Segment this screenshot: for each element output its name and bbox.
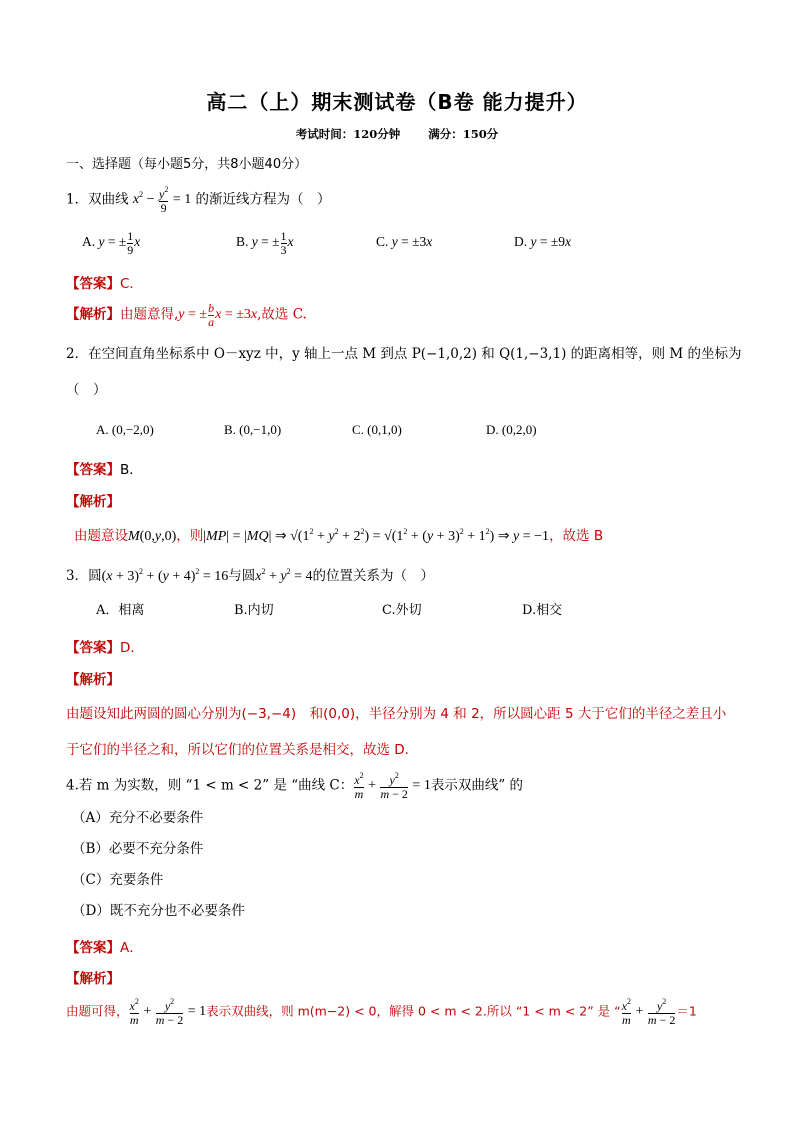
- q4-answer: 【答案】A．: [66, 940, 143, 956]
- q1-option-b[interactable]: B. y = ± $\frac{1}{3}$ x: [236, 229, 294, 257]
- q3-option-d[interactable]: D.相交: [522, 603, 563, 618]
- q1-analysis: 【解析】由题意得,y = ± $\frac{b}{a}$ x = ±3x,故选 C.: [66, 301, 307, 329]
- exam-time: 考试时间：120分钟: [295, 127, 401, 141]
- exam-score: 满分：150分: [428, 127, 499, 141]
- q2-analysis: 由题意设M(0,y,0)，则|MP| = |MQ| ⇒ $√(1^2 + y^2 + 2^2) = √(1^2 + (y + 3)^2 + 1^2)$ ⇒ y = −1，故选 B: [74, 527, 604, 544]
- q1-option-c[interactable]: C. y = ±3x: [376, 234, 433, 249]
- q3-answer: 【答案】D．: [66, 640, 144, 656]
- section-heading: 一、选择题（每小题5分，共8小题40分）: [66, 157, 308, 172]
- q2-option-a[interactable]: A. (0,−2,0): [96, 422, 154, 437]
- q2-option-d[interactable]: D. (0,2,0): [486, 422, 537, 437]
- q4-analysis: 由题可得， $\frac{x^2}{m}$ + $\frac{y^2}{m - 2}$ = 1表示双曲线，则 m(m−2) < 0，解得 0 < m < 2.所以 “1 < m < 2” 是 “ $\frac{x^2}{m}$ + $\frac{y^2}{m - 2}$ ＝1: [66, 997, 697, 1027]
- exam-info: [0, 126, 794, 142]
- q1-equation: $x^2$ − $\frac{y^2}{9}$ = 1: [132, 185, 192, 215]
- q2-option-b[interactable]: B. (0,−1,0): [224, 422, 282, 437]
- q3-analysis-line2: 于它们的半径之和，所以它们的位置关系是相交，故选 D.: [66, 742, 409, 758]
- q4-option-b[interactable]: （B）必要不充分条件: [72, 841, 204, 857]
- q4-option-c[interactable]: （C）充要条件: [72, 872, 164, 888]
- q2-answer: 【答案】B．: [66, 462, 143, 478]
- page-title: 高二（上）期末测试卷（B卷 能力提升）: [206, 90, 588, 114]
- q3-analysis-line1: 由题设知此两圆的圆心分别为(−3,−4) 和(0,0)，半径分别为 4 和 2，所以圆心距 5 大于它们的半径之差且小: [66, 706, 727, 722]
- q4-option-d[interactable]: （D）既不充分也不必要条件: [72, 903, 245, 919]
- q3-stem: 3．圆$(x + 3)^2 + (y + 4)^2 = 16$与圆$x^2 + y^2 = 4$的位置关系为（ ）: [66, 567, 435, 584]
- q3-option-c[interactable]: C.外切: [382, 603, 422, 618]
- q3-option-b[interactable]: B.内切: [234, 603, 274, 618]
- q2-stem: 2．在空间直角坐标系中 O－xyz 中，y 轴上一点 M 到点 P(−1,0,2) 和 Q(1,−3,1) 的距离相等，则 M 的坐标为: [66, 346, 742, 362]
- q4-analysis-label: 【解析】: [66, 971, 120, 987]
- q1-answer: 【答案】C．: [66, 276, 143, 292]
- q1-option-a[interactable]: A. y = ± $\frac{1}{9}$ x: [82, 229, 141, 257]
- q4-stem: 4.若 m 为实数，则 “1 < m < 2” 是 “曲线 C： $\frac{x^2}{m}$ + $\frac{y^2}{m - 2}$ = 1表示双曲线” 的: [66, 771, 524, 801]
- q3-option-a[interactable]: A．相离: [96, 603, 145, 618]
- q3-analysis-label: 【解析】: [66, 672, 120, 688]
- q2-stem-cont: （ ）: [66, 382, 107, 398]
- q2-analysis-label: 【解析】: [66, 494, 120, 510]
- q2-option-c[interactable]: C. (0,1,0): [352, 422, 402, 437]
- q1-option-d[interactable]: D. y = ±9x: [514, 234, 572, 249]
- q4-option-a[interactable]: （A）充分不必要条件: [72, 810, 204, 826]
- q1-stem: 1．双曲线 $x^2$ − $\frac{y^2}{9}$ = 1 的渐近线方程为（ ）: [66, 185, 331, 215]
